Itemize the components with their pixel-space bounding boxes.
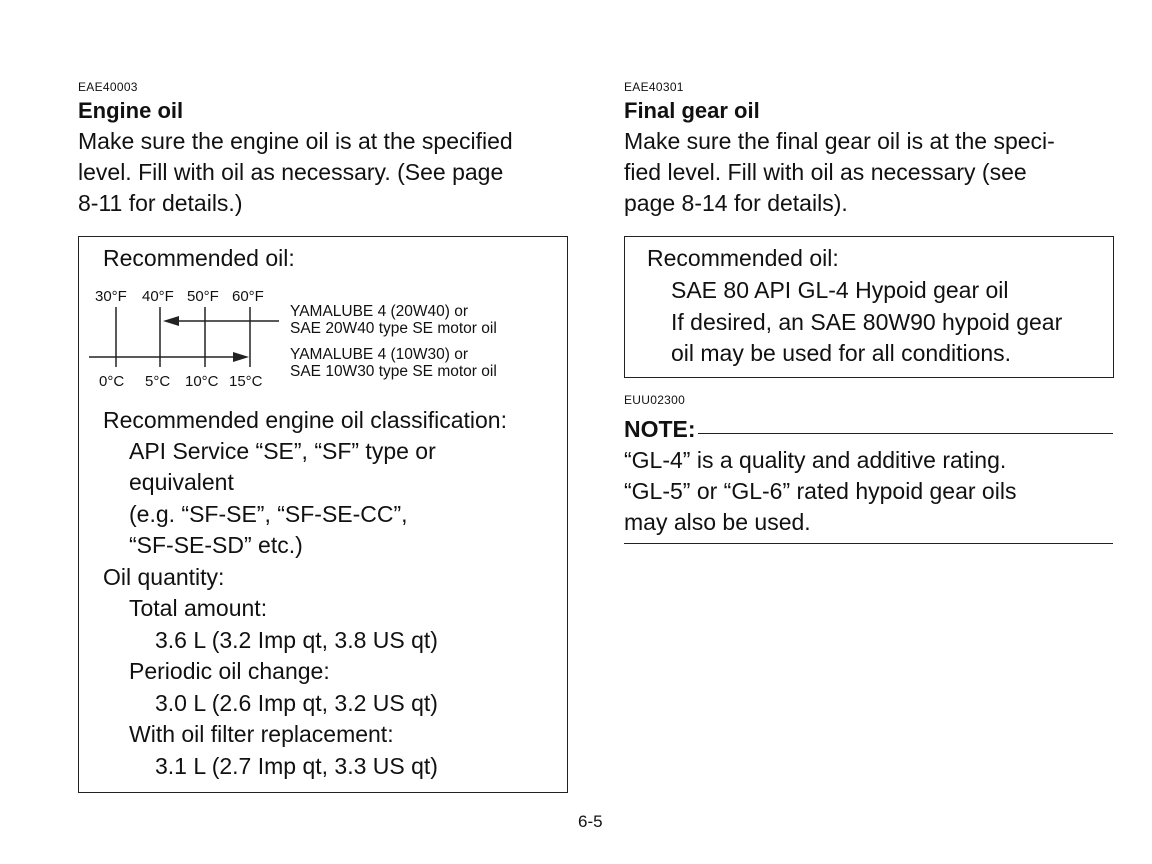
recommended-oil-label: Recommended oil:: [647, 245, 839, 271]
note-text: [624, 445, 1124, 538]
periodic-change-value: 3.0 L (2.6 Imp qt, 3.2 US qt): [155, 690, 438, 716]
section-title: Final gear oil: [624, 98, 760, 123]
paragraph-line: level. Fill with oil as necessary. (See page: [78, 159, 504, 185]
oil-option-low: [290, 346, 497, 380]
classification-line: equivalent: [129, 469, 234, 495]
section-title: Engine oil: [78, 98, 184, 123]
note-bottom-rule: [624, 543, 1113, 544]
temperature-range-chart: [79, 307, 294, 377]
temp-f-label: 30°F: [95, 288, 127, 305]
oil-option-line: YAMALUBE 4 (10W30) or: [290, 346, 469, 363]
filter-replacement-label: With oil filter replacement:: [129, 721, 394, 747]
temp-f-label: 50°F: [187, 288, 219, 305]
oil-option-line: YAMALUBE 4 (20W40) or: [290, 303, 469, 320]
recommended-oil-line: If desired, an SAE 80W90 hypoid gear: [671, 309, 1063, 335]
paragraph-line: Make sure the final gear oil is at the speci-: [624, 128, 1055, 154]
page-number: 6-5: [578, 812, 603, 831]
recommended-oil-line: oil may be used for all conditions.: [671, 340, 1012, 366]
recommended-oil-line: SAE 80 API GL-4 Hypoid gear oil: [671, 277, 1009, 303]
total-amount-label: Total amount:: [129, 595, 268, 621]
temp-f-label: 40°F: [142, 288, 174, 305]
classification-line: (e.g. “SF-SE”, “SF-SE-CC”,: [129, 501, 408, 527]
oil-quantity-label: Oil quantity:: [103, 564, 225, 590]
note-line: may also be used.: [624, 509, 811, 535]
classification-line: “SF-SE-SD” etc.): [129, 532, 303, 558]
recommended-oil-label: Recommended oil:: [103, 245, 295, 271]
oil-option-line: SAE 10W30 type SE motor oil: [290, 363, 497, 380]
paragraph-line: 8-11 for details.): [78, 190, 243, 216]
spec-box: [78, 236, 568, 793]
note-label: NOTE:: [624, 416, 696, 442]
note-top-rule: [698, 433, 1113, 434]
total-amount-value: 3.6 L (3.2 Imp qt, 3.8 US qt): [155, 627, 438, 653]
temp-c-label: 5°C: [145, 373, 171, 390]
section-code: EAE40003: [78, 80, 138, 94]
temp-c-label: 0°C: [99, 373, 125, 390]
note-line: “GL-5” or “GL-6” rated hypoid gear oils: [624, 478, 1017, 504]
spec-box: [624, 236, 1114, 378]
paragraph-line: Make sure the engine oil is at the specified: [78, 128, 513, 154]
oil-option-line: SAE 20W40 type SE motor oil: [290, 320, 497, 337]
note-line: “GL-4” is a quality and additive rating.: [624, 447, 1007, 473]
section-paragraph: [78, 126, 578, 219]
note-code: EUU02300: [624, 393, 686, 407]
paragraph-line: fied level. Fill with oil as necessary (see: [624, 159, 1027, 185]
classification-line: API Service “SE”, “SF” type or: [129, 438, 436, 464]
paragraph-line: page 8-14 for details).: [624, 190, 848, 216]
temp-c-label: 15°C: [229, 373, 263, 390]
periodic-change-label: Periodic oil change:: [129, 658, 330, 684]
filter-replacement-value: 3.1 L (2.7 Imp qt, 3.3 US qt): [155, 753, 438, 779]
oil-option-high: [290, 303, 497, 337]
section-code: EAE40301: [624, 80, 684, 94]
section-paragraph: [624, 126, 1124, 219]
temp-f-label: 60°F: [232, 288, 264, 305]
temp-c-label: 10°C: [185, 373, 219, 390]
classification-label: Recommended engine oil classification:: [103, 407, 507, 433]
